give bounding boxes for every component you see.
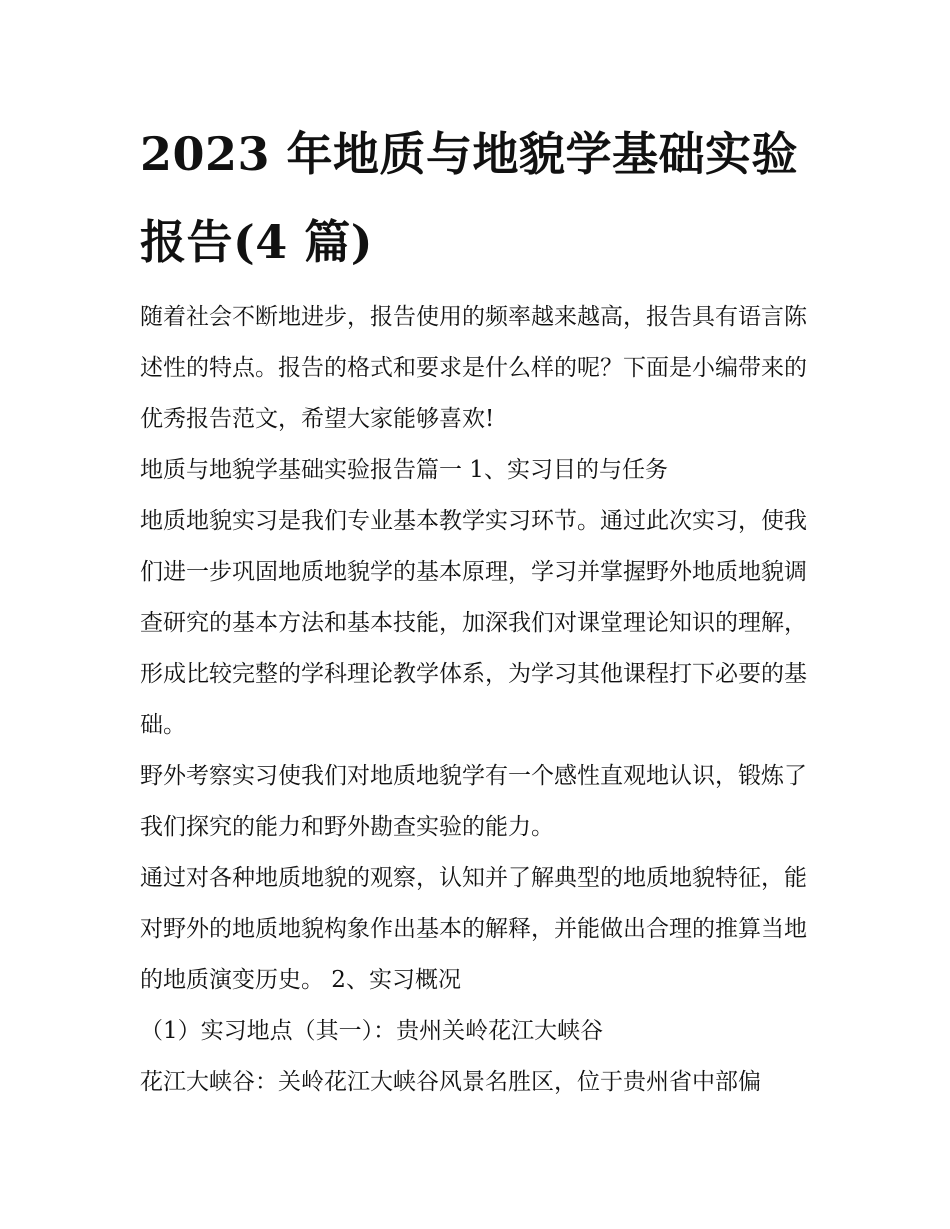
paragraph-location: （1）实习地点（其一）：贵州关岭花江大峡谷 bbox=[140, 1018, 604, 1044]
paragraph-section-heading: 地质与地貌学基础实验报告篇一 1、实习目的与任务 bbox=[140, 457, 668, 483]
paragraph-purpose: 地质地貌实习是我们专业基本教学实习环节。通过此次实习，使我们进一步巩固地质地貌学的基本原理，学习并掌握野外地质地貌调查研究的基本方法和基本技能，加深我们对课堂理论知识的理解，形成比较完整的学科理论教学体系，为学习其他课程打下必要的基础。 bbox=[140, 508, 807, 738]
paragraph-canyon-description: 花江大峡谷：关岭花江大峡谷风景名胜区，位于贵州省中部偏 bbox=[140, 1069, 761, 1095]
paragraph-geology-features: 通过对各种地质地貌的观察，认知并了解典型的地质地貌特征，能对野外的地质地貌构象作出基本的解释，并能做出合理的推算当地的地质演变历史。 2、实习概况 bbox=[140, 865, 807, 993]
document-body bbox=[140, 292, 820, 1108]
paragraph-intro: 随着社会不断地进步，报告使用的频率越来越高，报告具有语言陈述性的特点。报告的格式和要求是什么样的呢？下面是小编带来的优秀报告范文，希望大家能够喜欢! bbox=[140, 304, 807, 432]
document-title: 2023 年地质与地貌学基础实验报告(4 篇) bbox=[140, 127, 799, 269]
paragraph-field-observation: 野外考察实习使我们对地质地貌学有一个感性直观地认识，锻炼了我们探究的能力和野外勘查实验的能力。 bbox=[140, 763, 807, 840]
